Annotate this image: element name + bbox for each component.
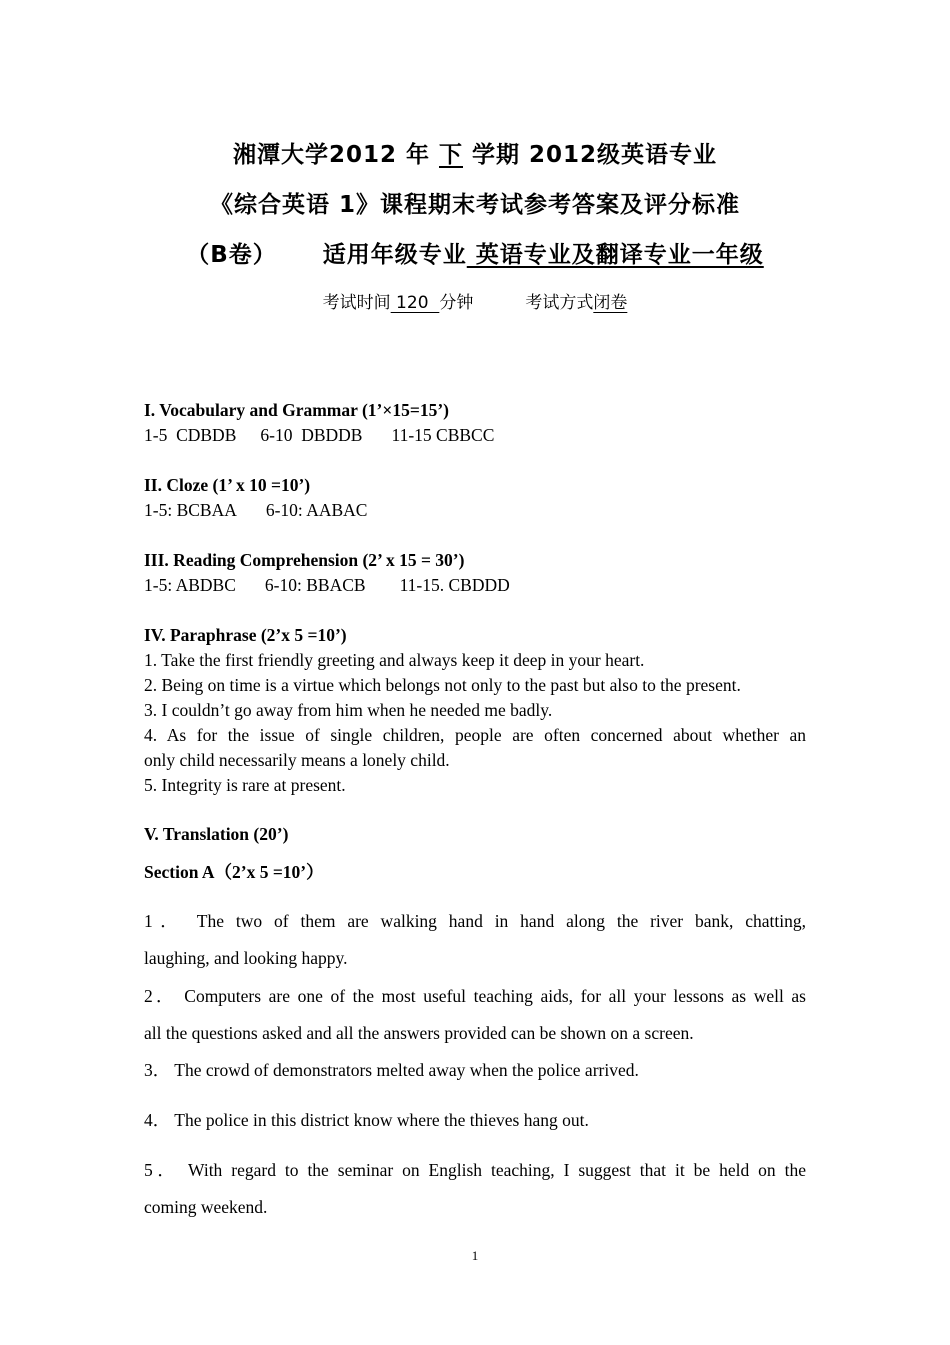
translation-2-line-1: 2． Computers are one of the most useful teaching aids, for all your lessons as well as	[144, 986, 806, 1006]
paper-version: （B卷）	[186, 242, 277, 268]
title-grade-major: 学期 2012级英语专业	[463, 142, 718, 168]
paraphrase-3: 3. I couldn’t go away from him when he needed me badly.	[144, 700, 553, 720]
section-3-heading: III. Reading Comprehension (2’ x 15 = 30’)	[144, 550, 465, 570]
section-2-heading: II. Cloze (1’ x 10 =10’)	[144, 475, 311, 495]
paraphrase-5: 5. Integrity is rare at present.	[144, 775, 346, 795]
paraphrase-4-line-1: 4. As for the issue of single children, people are often concerned about whether an	[144, 725, 806, 745]
answer-group: 6-10 DBDDB	[260, 425, 363, 445]
title-line-2: 《综合英语 1》课程期末考试参考答案及评分标准	[209, 192, 740, 218]
exam-time-unit: 分钟	[439, 293, 474, 313]
paraphrase-1: 1. Take the first friendly greeting and always keep it deep in your heart.	[144, 650, 645, 670]
paraphrase-4-line-2: only child necessarily means a lonely child.	[144, 750, 450, 770]
title-line-3	[0, 236, 950, 269]
section-5a-heading: Section A（2’x 5 =10’）	[144, 862, 324, 882]
section-1-heading: I. Vocabulary and Grammar (1’×15=15’)	[144, 400, 449, 420]
title-term: 下	[439, 142, 463, 168]
section-4-heading: IV. Paraphrase (2’x 5 =10’)	[144, 625, 347, 645]
translation-1-line-1: 1． The two of them are walking hand in hand along the river bank, chatting,	[144, 911, 806, 931]
exam-mode-value: 闭卷	[593, 293, 628, 313]
translation-5-line-1: 5． With regard to the seminar on English teaching, I suggest that it be held on the	[144, 1160, 806, 1180]
answer-group: 11-15. CBDDD	[399, 575, 510, 595]
title-line-1	[0, 136, 950, 169]
translation-4: 4． The police in this district know where the thieves hang out.	[144, 1110, 589, 1130]
exam-mode-label: 考试方式	[525, 293, 594, 313]
page-number: 1	[471, 1248, 479, 1263]
section-1-answers	[144, 423, 806, 448]
section-3-answers	[144, 573, 806, 598]
translation-1-line-2: laughing, and looking happy.	[144, 948, 348, 968]
translation-5-line-2: coming weekend.	[144, 1197, 268, 1217]
applicable-major-value: 英语专业及翻译专业一年级	[466, 242, 764, 268]
answer-group: 6-10: BBACB	[264, 575, 366, 595]
title-university-year: 湘潭大学2012 年	[232, 142, 439, 168]
exam-meta	[0, 288, 950, 313]
answer-group: 1-5 CDBDB	[144, 425, 237, 445]
applicable-major-label: 适用年级专业	[322, 242, 467, 268]
paraphrase-2: 2. Being on time is a virtue which belongs not only to the past but also to the present.	[144, 675, 741, 695]
exam-time-label: 考试时间	[322, 293, 391, 313]
answer-group: 1-5: BCBAA	[144, 500, 237, 520]
answer-group: 11-15 CBBCC	[391, 425, 495, 445]
section-2-answers	[144, 498, 806, 523]
translation-2-line-2: all the questions asked and all the answers provided can be shown on a screen.	[144, 1023, 694, 1043]
section-5-heading: V. Translation (20’)	[144, 824, 289, 844]
translation-3: 3． The crowd of demonstrators melted away when the police arrived.	[144, 1060, 639, 1080]
exam-time-value: 120	[390, 293, 440, 313]
answer-group: 6-10: AABAC	[265, 500, 368, 520]
answer-group: 1-5: ABDBC	[144, 575, 236, 595]
